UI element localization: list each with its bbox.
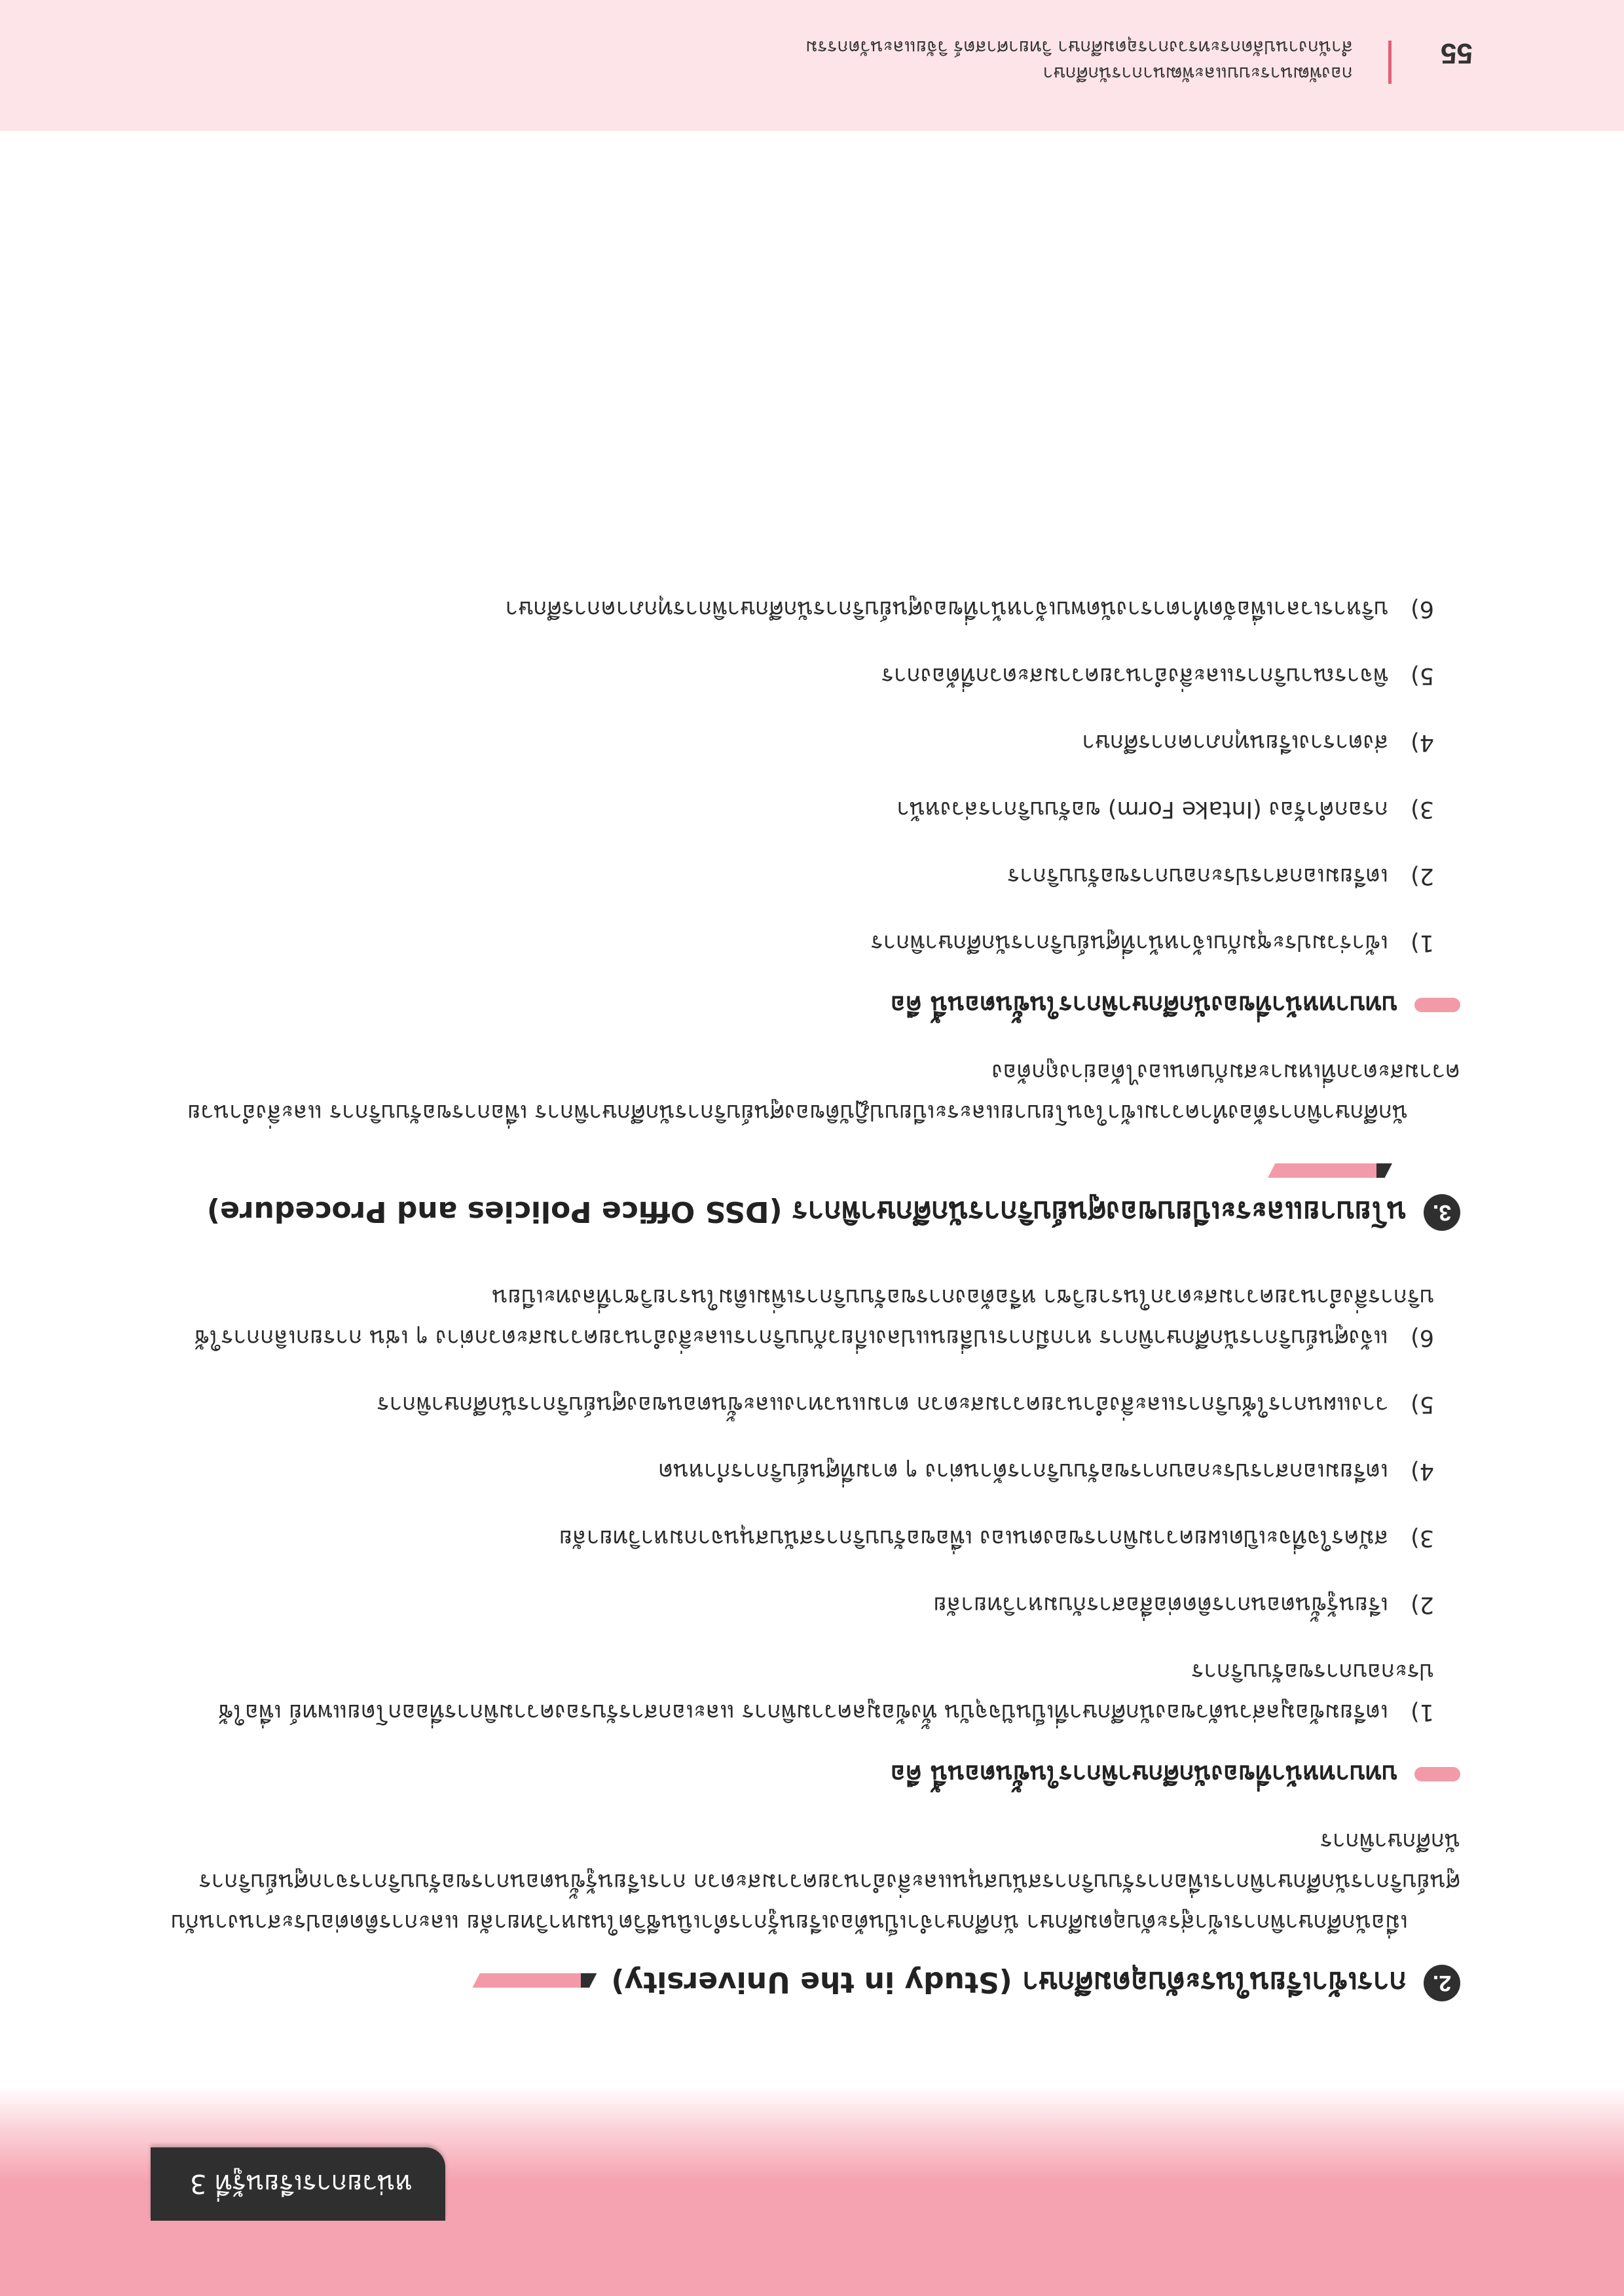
subheading <box>151 1755 1460 1795</box>
heading-ribbon-decoration <box>1268 1163 1392 1178</box>
section-paragraph: เมื่อนักศึกษาพิการเข้าสู่ระดับอุดมศึกษา นักศึกษาจำเป็นต้องเรียนรู้การดำเนินชีวิตในมหาวิทยาลัย และการติดต่อประสานงานกับศูนย์บริการนักศึกษาพิการเพื่อการรับบริการสนับสนุนและสิ่งอำนวยความสะดวก การเรียนรู้ขั้นตอนการขอรับบริการจากศูนย์บริการนักศึกษาพิการ <box>170 1828 1460 1935</box>
section-heading <box>151 1962 1460 2001</box>
list-item: 4)เตรียมเอกสารประกอบการขอรับบริการด้านต่าง ๆ ตามที่ศูนย์บริการกำหนด <box>658 1458 1434 1484</box>
subheading <box>151 985 1460 1025</box>
footer-line-2: สำนักงานปลัดกระทรวงการอุดมศึกษา วิทยาศาสตร์ วิจัยและนวัตกรรม <box>805 37 1353 58</box>
pink-bullet-bar <box>1414 998 1460 1013</box>
role-list <box>151 589 1460 963</box>
page-number: 55 <box>1441 37 1473 69</box>
role-list <box>151 1277 1460 1732</box>
list-item: 1)เข้าร่วมประชุมกับเจ้าหน้าที่ศูนย์บริการนักศึกษาพิการ <box>870 930 1434 956</box>
section-study-in-university <box>151 1277 1460 2001</box>
list-item: 2)เรียนรู้ขั้นตอนการติดต่อสื่อสารกับมหาวิทยาลัย <box>933 1592 1434 1618</box>
subheading-text: บทบาทหน้าที่ของนักศึกษาพิการในขั้นตอนนี้ คือ <box>890 991 1397 1019</box>
section-heading <box>151 1152 1460 1231</box>
section-number-badge: 2. <box>1424 1965 1460 2001</box>
subheading-text: บทบาทหน้าที่ของนักศึกษาพิการในขั้นตอนนี้ คือ <box>890 1760 1397 1789</box>
list-item: 5)พิจารณาบริการและสิ่งอำนวยความสะดวกที่ต้องการ <box>881 663 1434 689</box>
content <box>151 543 1460 2001</box>
footer-line-1: กองพัฒนาระบบและพัฒนาการนักศึกษา <box>1043 63 1353 84</box>
footer-band <box>0 0 1624 131</box>
section-title: การเข้าเรียนในระดับอุดมศึกษา (Study in the University) <box>472 1962 1407 2001</box>
pink-bullet-bar <box>1414 1768 1460 1782</box>
unit-label-tab: หน่วยการเรียนรู้ที่ 3 <box>151 2147 445 2221</box>
footer-divider <box>1388 41 1392 84</box>
section-paragraph: นักศึกษาพิการต้องทำความเข้าใจนโยบายและระเบียบปฏิบัติของศูนย์บริการนักศึกษาพิการ เพื่อการขอรับบริการ และสิ่งอำนวยความสะดวกที่เหมาะสมกับตนเองได้อย่างถูกต้อง <box>187 1059 1460 1125</box>
list-item: 1)เตรียมข้อมูลส่วนตัวของนักศึกษาที่เป็นปัจจุบัน ทั้งข้อมูลความพิการ และเอกสารรับรองความพิการที่ออกโดยแพทย์ เพื่อใช้ประกอบการขอรับบริการ <box>218 1658 1434 1725</box>
list-item: 2)เตรียมเอกสารประกอบการขอรับบริการ <box>1007 863 1434 889</box>
header-band <box>0 2086 1624 2296</box>
section-title: นโยบายและระเบียบของศูนย์บริการนักศึกษาพิการ (DSS Office Policies and Procedure) <box>151 1152 1407 1231</box>
section-number-badge: 3. <box>1424 1194 1460 1231</box>
list-item: 3)กรอกคำร้อง (Intake Form) ขอรับบริการล่วงหน้า <box>896 796 1434 822</box>
list-item: 6)แจ้งศูนย์บริการนักศึกษาพิการ หากมีการเปลี่ยนแปลงเกี่ยวกับบริการและสิ่งอำนวยความสะดวกต่าง ๆ เช่น การยกเลิกการใช้บริการสิ่งอำนวยความสะดวกในรายวิชา หรือต้องการขอรับบริการเพิ่มเติมในรายวิชาที่ลงทะเบียน <box>194 1284 1434 1351</box>
list-item: 6)บริหารเวลาเพื่อจัดทำตารางนัดพบเจ้าหน้าที่ของศูนย์บริการนักศึกษาพิการทุกภาคการศึกษา <box>505 596 1434 622</box>
list-item: 4)ส่งตารางเรียนทุกภาคการศึกษา <box>1082 729 1434 756</box>
footer-org-text <box>805 34 1353 86</box>
heading-ribbon-decoration <box>472 1973 597 1988</box>
section-dss-policies <box>151 589 1460 1231</box>
list-item: 3)สมัครใจที่จะเปิดเผยความพิการของตนเอง เพื่อขอรับบริการสนับสนุนจากมหาวิทยาลัย <box>559 1525 1434 1551</box>
list-item: 5)วางแผนการใช้บริการและสิ่งอำนวยความสะดวก ตามแนวทางและขั้นตอนของศูนย์บริการนักศึกษาพิการ <box>377 1391 1434 1417</box>
